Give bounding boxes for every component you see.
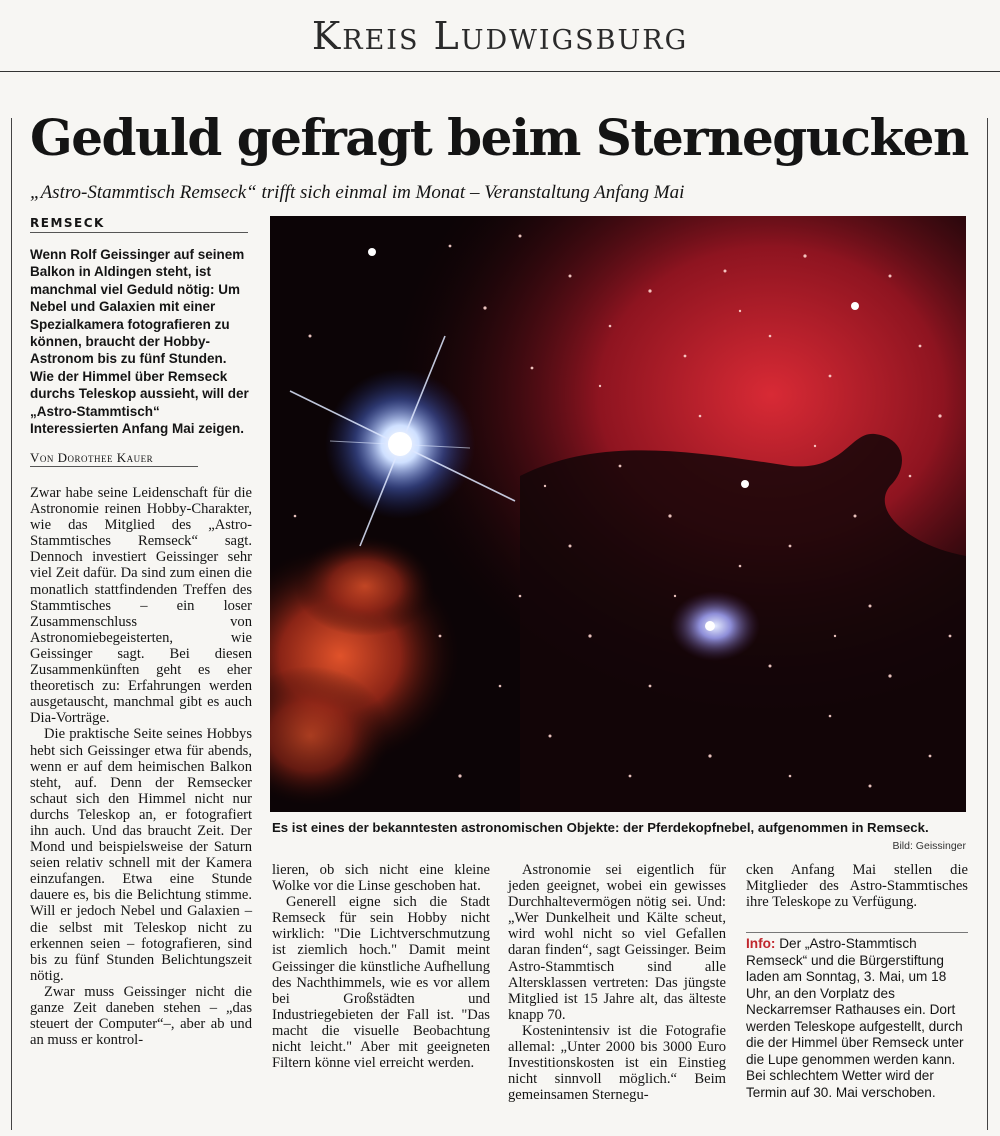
paragraph: Zwar muss Geissinger nicht die ganze Zeit daneben stehen – „das steuert der Computer“–, aber ab und an muss er kontrol- [30, 983, 252, 1049]
paragraph: Kostenintensiv ist die Fotografie allemal: „Unter 2000 bis 3000 Euro Investitionskosten ist ein Einstieg nicht sinnvoll möglich.“ Beim gemeinsamen Sternegu- [508, 1022, 726, 1104]
paragraph: cken Anfang Mai stellen die Mitglieder des Astro-Stammtisches ihre Teleskope zu Verfügung. [746, 862, 968, 911]
paragraph: Zwar habe seine Leidenschaft für die Astronomie reinen Hobby-Charakter, wie das Mitglied des „Astro-Stammtisches Remseck“ sagt. Dennoch investiert Geissinger sehr viel Zeit dafür. Da sind zum einen die monatlich stattfindenden Treffen des Stammtisches – ein loser Zusammenschluss von Astronomiebegeisterten, wie Geissinger sagt. Bei diesen Zusammenkünften geht es eher theoretisch zu: Erfahrungen werden ausgetauscht, manchmal gibt es auch Dia-Vorträge. [30, 485, 252, 727]
byline-rule [30, 466, 198, 467]
horsehead-nebula-photo [270, 216, 966, 812]
frame-left-rule [11, 118, 12, 1130]
paragraph: Astronomie sei eigentlich für jeden geeignet, wobei ein gewisses Durchhaltevermögen nötig sei. Und: „Wer Dunkelheit und Kälte scheut, wird wohl nicht so viel Gefallen daran finden“, sagt Geissinger. Beim Astro-Stammtisch sind alle Altersklassen vertreten: Das jüngste Mitglied ist 15 Jahre alt, das älteste knapp 70. [508, 862, 726, 1023]
byline: Von Dorothee Kauer [30, 450, 154, 465]
paragraph: lieren, ob sich nicht eine kleine Wolke vor die Linse geschoben hat. [272, 862, 490, 895]
photo-caption: Es ist eines der bekanntesten astronomischen Objekte: der Pferdekopfnebel, aufgenommen in Remseck. [272, 820, 929, 835]
dateline: REMSECK [30, 216, 105, 230]
info-text: Der „Astro-Stammtisch Remseck“ und die Bürgerstiftung laden am Sonntag, 3. Mai, um 18 Uhr, an den Vorplatz des Neckarremser Rathauses ein. Dort werden Teleskope aufgestellt, durch die der Himmel über Remseck unter die Lupe genommen werden kann. Bei schlechtem Wetter wird der Termin auf 30. Mai verschoben. [746, 936, 964, 1100]
article-subline: „Astro-Stammtisch Remseck“ trifft sich einmal im Monat – Veranstaltung Anfang Mai [30, 182, 685, 203]
info-label: Info: [746, 936, 776, 951]
paragraph: Generell eigne sich die Stadt Remseck für sein Hobby nicht wirklich: "Die Lichtverschmutzung ist ziemlich hoch." Damit meint Geissinger die künstliche Aufhellung des Nachthimmels, wie es vor allem bei Großstädten und Industriegebieten der Fall ist. "Das macht die visuelle Beobachtung nicht leicht." Aber mit geeigneten Filtern könne viel erreicht werden. [272, 894, 490, 1072]
info-rule [746, 932, 968, 933]
text-column-3 [508, 862, 726, 1103]
paragraph: Die praktische Seite seines Hobbys hebt sich Geissinger etwa für abends, wenn er auf dem heimischen Balkon steht, auf. Denn der Remsecker schaut sich den Himmel nicht nur durchs Teleskop an, er fotografiert ihn auch. Und das braucht Zeit. Der Mond und beispielsweise der Saturn seien relativ schnell mit der Kamera einzufangen. Etwa eine Stunde dauere es, bis die Belichtung stimme. Will er jedoch Nebel und Galaxien – die selbst mit Teleskop nicht zu erkennen seien – fotografieren, sind bis zu fünf Stunden Belichtungszeit nötig. [30, 726, 252, 984]
info-box [746, 936, 968, 1101]
header-rule [0, 71, 1000, 72]
section-header: Kreis Ludwigsburg [311, 14, 689, 58]
text-column-4 [746, 862, 968, 910]
photo-credit: Bild: Geissinger [892, 840, 966, 852]
nebula-image [270, 216, 966, 812]
text-column-2 [272, 862, 490, 1071]
dateline-rule [30, 232, 248, 233]
frame-right-rule [987, 118, 988, 1130]
text-column-1 [30, 485, 252, 1048]
lead-paragraph: Wenn Rolf Geissinger auf seinem Balkon in Aldingen steht, ist manchmal viel Geduld nötig: Um Nebel und Galaxien mit einer Spezialkamera fotografieren zu können, braucht der Hobby-Astronom bis zu fünf Stunden. Wie der Himmel über Remseck durchs Teleskop aussieht, will der „Astro-Stammtisch“ Interessierten Anfang Mai zeigen. [30, 247, 249, 437]
article-headline: Geduld gefragt beim Sternegucken [30, 108, 968, 167]
